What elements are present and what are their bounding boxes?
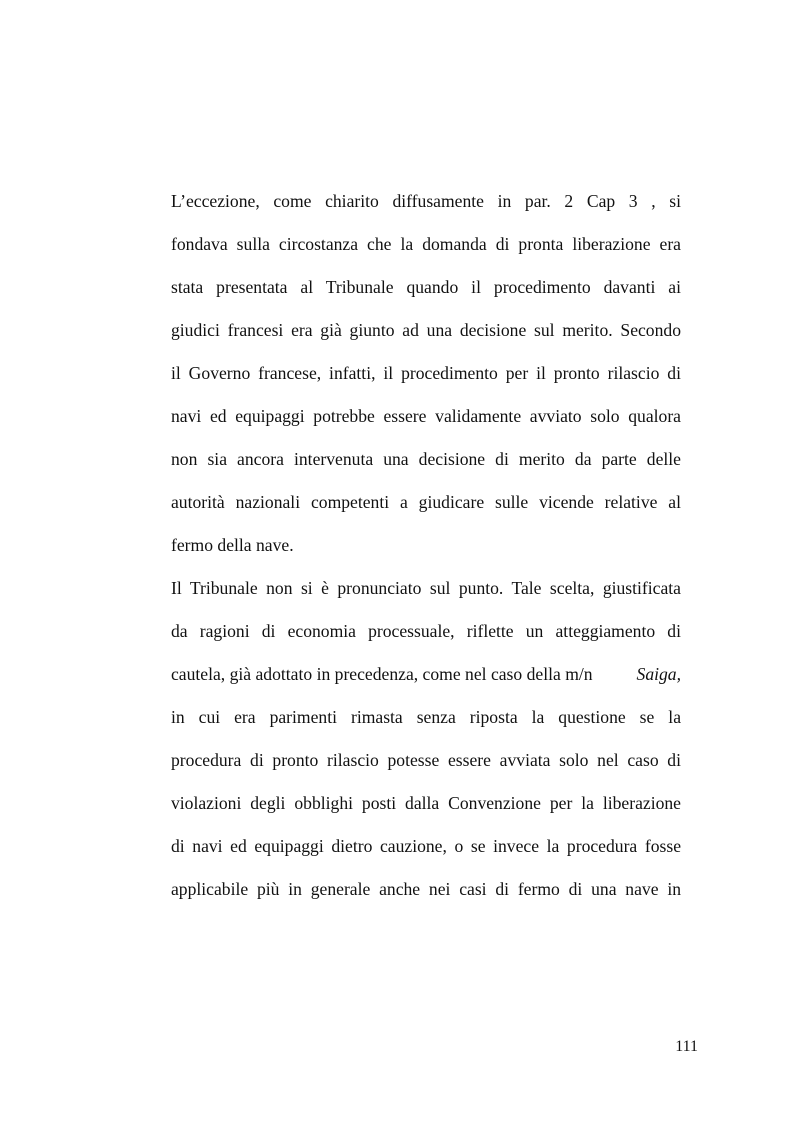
text-line: violazioni degli obblighi posti dalla Convenzione per la liberazione — [171, 793, 681, 813]
text-line: procedura di pronto rilascio potesse essere avviata solo nel caso di — [171, 750, 681, 770]
text-line: navi ed equipaggi potrebbe essere validamente avviato solo qualora — [171, 406, 681, 426]
page-number: 111 — [675, 1038, 698, 1055]
text-line: fondava sulla circostanza che la domanda di pronta liberazione era — [171, 234, 681, 254]
text-line: applicabile più in generale anche nei casi di fermo di una nave in — [171, 879, 681, 899]
text-line-part: cautela, già adottato in precedenza, come nel caso della m/n — [171, 664, 593, 684]
text-line: non sia ancora intervenuta una decisione di merito da parte delle — [171, 449, 681, 469]
text-line: di navi ed equipaggi dietro cauzione, o se invece la procedura fosse — [171, 836, 681, 856]
text-line: da ragioni di economia processuale, riflette un atteggiamento di — [171, 621, 681, 641]
italic-case-name: Saiga, — [636, 664, 681, 684]
text-line: giudici francesi era già giunto ad una decisione sul merito. Secondo — [171, 320, 681, 340]
text-line: autorità nazionali competenti a giudicare sulle vicende relative al — [171, 492, 681, 512]
body-text — [171, 186, 681, 917]
text-line — [171, 659, 681, 702]
text-line: stata presentata al Tribunale quando il procedimento davanti ai — [171, 277, 681, 297]
text-line: in cui era parimenti rimasta senza riposta la questione se la — [171, 707, 681, 727]
text-line: Il Tribunale non si è pronunciato sul punto. Tale scelta, giustificata — [171, 578, 681, 598]
text-line: L’eccezione, come chiarito diffusamente in par. 2 Cap 3 , si — [171, 191, 681, 211]
text-line: il Governo francese, infatti, il procedimento per il pronto rilascio di — [171, 363, 681, 383]
text-line: fermo della nave. — [171, 535, 294, 555]
